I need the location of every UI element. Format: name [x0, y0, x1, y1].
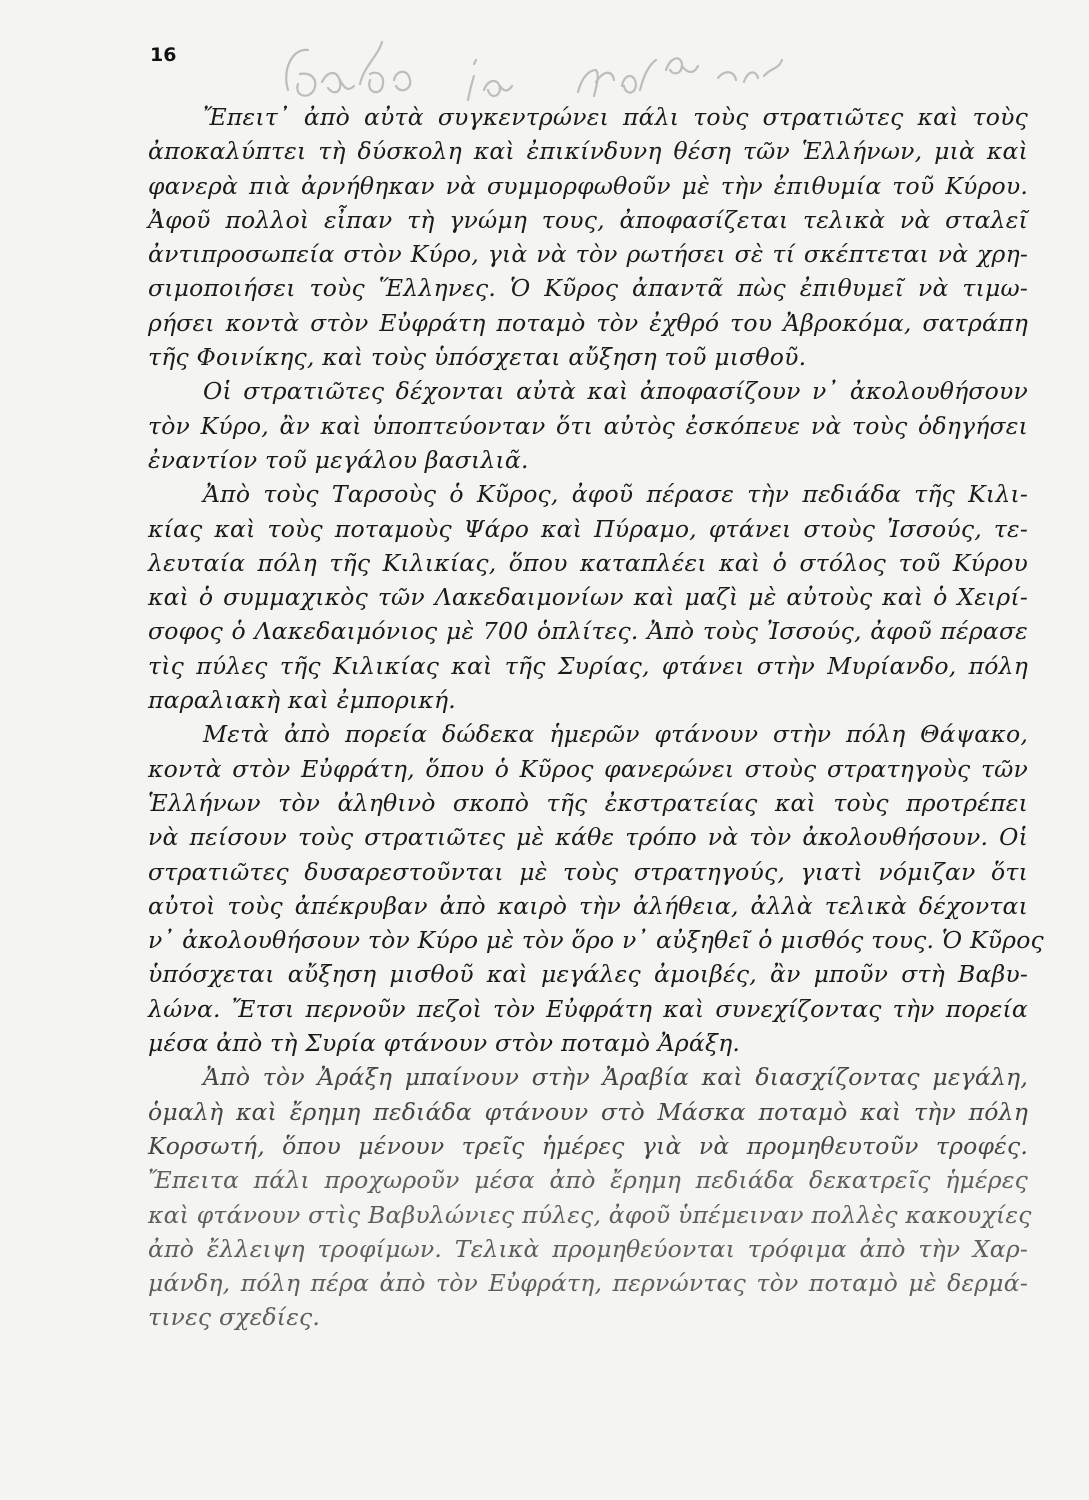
text-line: Μετὰ ἀπὸ πορεία δώδεκα ἡμερῶν φτάνουν στὴν πόλη Θάψακο, — [203, 720, 1028, 749]
text-line: Ἔπειτα πάλι προχωροῦν μέσα ἀπὸ ἔρημη πεδιάδα δεκατρεῖς ἡμέρες — [148, 1166, 1028, 1195]
text-line: ἐναντίον τοῦ μεγάλου βασιλιᾶ. — [148, 445, 529, 474]
text-line: παραλιακὴ καὶ ἐμπορική. — [148, 686, 456, 715]
text-line: τῆς Φοινίκης, καὶ τοὺς ὑπόσχεται αὔξηση τοῦ μισθοῦ. — [148, 343, 807, 372]
text-line: ὁμαλὴ καὶ ἔρημη πεδιάδα φτάνουν στὸ Μάσκα ποταμὸ καὶ τὴν πόλη — [148, 1097, 1028, 1126]
text-line: Ἀφοῦ πολλοὶ εἶπαν τὴ γνώμη τους, ἀποφασίζεται τελικὰ νὰ σταλεῖ — [148, 205, 1028, 234]
text-line: τὸν Κύρο, ἂν καὶ ὑποπτεύονταν ὅτι αὐτὸς ἐσκόπευε νὰ τοὺς ὁδηγήσει — [148, 411, 1028, 440]
text-line: ἀπὸ ἔλλειψη τροφίμων. Τελικὰ προμηθεύονται τρόφιμα ἀπὸ τὴν Χαρ- — [148, 1234, 1028, 1263]
paragraph — [148, 477, 1028, 717]
text-line: κίας καὶ τοὺς ποταμοὺς Ψάρο καὶ Πύραμο, φτάνει στοὺς Ἰσσούς, τε- — [148, 514, 1028, 543]
text-line: καὶ ὁ συμμαχικὸς τῶν Λακεδαιμονίων καὶ μαζὶ μὲ αὐτοὺς καὶ ὁ Χειρί- — [148, 583, 1028, 612]
paragraph — [148, 1060, 1032, 1334]
text-line: στρατιῶτες δυσαρεστοῦνται μὲ τοὺς στρατηγούς, γιατὶ νόμιζαν ὅτι — [148, 857, 1028, 886]
text-line: ρήσει κοντὰ στὸν Εὐφράτη ποταμὸ τὸν ἐχθρό του Ἀβροκόμα, σατράπη — [148, 308, 1028, 337]
text-line: τινες σχεδίες. — [148, 1303, 321, 1332]
text-line: νὰ πείσουν τοὺς στρατιῶτες μὲ κάθε τρόπο νὰ τὸν ἀκολουθήσουν. Οἱ — [148, 823, 1028, 852]
handwritten-note — [278, 30, 798, 110]
text-line: λώνα. Ἔτσι περνοῦν πεζοὶ τὸν Εὐφράτη καὶ συνεχίζοντας τὴν πορεία — [148, 994, 1028, 1023]
text-line: τὶς πύλες τῆς Κιλικίας καὶ τῆς Συρίας, φτάνει στὴν Μυρίανδο, πόλη — [148, 651, 1028, 680]
text-line: μέσα ἀπὸ τὴ Συρία φτάνουν στὸν ποταμὸ Ἀράξη. — [148, 1029, 741, 1058]
page-number: 16 — [150, 44, 177, 66]
text-line: Ἔπειτ᾽ ἀπὸ αὐτὰ συγκεντρώνει πάλι τοὺς στρατιῶτες καὶ τοὺς — [203, 103, 1028, 131]
text-line: φανερὰ πιὰ ἀρνήθηκαν νὰ συμμορφωθοῦν μὲ τὴν ἐπιθυμία τοῦ Κύρου. — [148, 171, 1028, 200]
text-line: αὐτοὶ τοὺς ἀπέκρυβαν ἀπὸ καιρὸ τὴν ἀλήθεια, ἀλλὰ τελικὰ δέχονται — [148, 891, 1028, 920]
text-line: Κορσωτή, ὅπου μένουν τρεῖς ἡμέρες γιὰ νὰ προμηθευτοῦν τροφές. — [148, 1131, 1028, 1160]
text-line: Ἀπὸ τὸν Ἀράξη μπαίνουν στὴν Ἀραβία καὶ διασχίζοντας μεγάλη, — [203, 1063, 1028, 1092]
text-line: μάνδη, πόλη πέρα ἀπὸ τὸν Εὐφράτη, περνώντας τὸν ποταμὸ μὲ δερμά- — [148, 1269, 1028, 1298]
text-line: ἀντιπροσωπεία στὸν Κύρο, γιὰ νὰ τὸν ρωτήσει σὲ τί σκέπτεται νὰ χρη- — [148, 240, 1028, 269]
text-line: ὑπόσχεται αὔξηση μισθοῦ καὶ μεγάλες ἀμοιβές, ἂν μποῦν στὴ Βαβυ- — [148, 960, 1028, 989]
body-text — [148, 100, 1044, 1335]
text-line: ν᾽ ἀκολουθήσουν τὸν Κύρο μὲ τὸν ὅρο ν᾽ αὐξηθεῖ ὁ μισθός τους. Ὁ Κῦρος — [148, 926, 1044, 955]
paragraph — [148, 100, 1028, 374]
text-line: καὶ φτάνουν στὶς Βαβυλώνιες πύλες, ἀφοῦ ὑπέμειναν πολλὲς κακουχίες — [148, 1200, 1032, 1229]
paragraph — [148, 717, 1044, 1060]
text-line: σιμοποιήσει τοὺς Ἕλληνες. Ὁ Κῦρος ἀπαντᾶ πὼς ἐπιθυμεῖ νὰ τιμω- — [148, 274, 1028, 303]
text-line: ἀποκαλύπτει τὴ δύσκολη καὶ ἐπικίνδυνη θέση τῶν Ἑλλήνων, μιὰ καὶ — [148, 137, 1028, 166]
text-line: Ἑλλήνων τὸν ἀληθινὸ σκοπὸ τῆς ἐκστρατείας καὶ τοὺς προτρέπει — [148, 788, 1028, 817]
text-line: σοφος ὁ Λακεδαιμόνιος μὲ 700 ὁπλίτες. Ἀπὸ τοὺς Ἰσσούς, ἀφοῦ πέρασε — [148, 617, 1028, 646]
paragraph — [148, 374, 1028, 477]
text-line: λευταία πόλη τῆς Κιλικίας, ὅπου καταπλέει καὶ ὁ στόλος τοῦ Κύρου — [148, 548, 1028, 577]
text-line: κοντὰ στὸν Εὐφράτη, ὅπου ὁ Κῦρος φανερώνει στοὺς στρατηγοὺς τῶν — [148, 754, 1028, 783]
text-line: Οἱ στρατιῶτες δέχονται αὐτὰ καὶ ἀποφασίζουν ν᾽ ἀκολουθήσουν — [203, 377, 1028, 406]
text-line: Ἀπὸ τοὺς Ταρσοὺς ὁ Κῦρος, ἀφοῦ πέρασε τὴν πεδιάδα τῆς Κιλι- — [203, 480, 1028, 509]
